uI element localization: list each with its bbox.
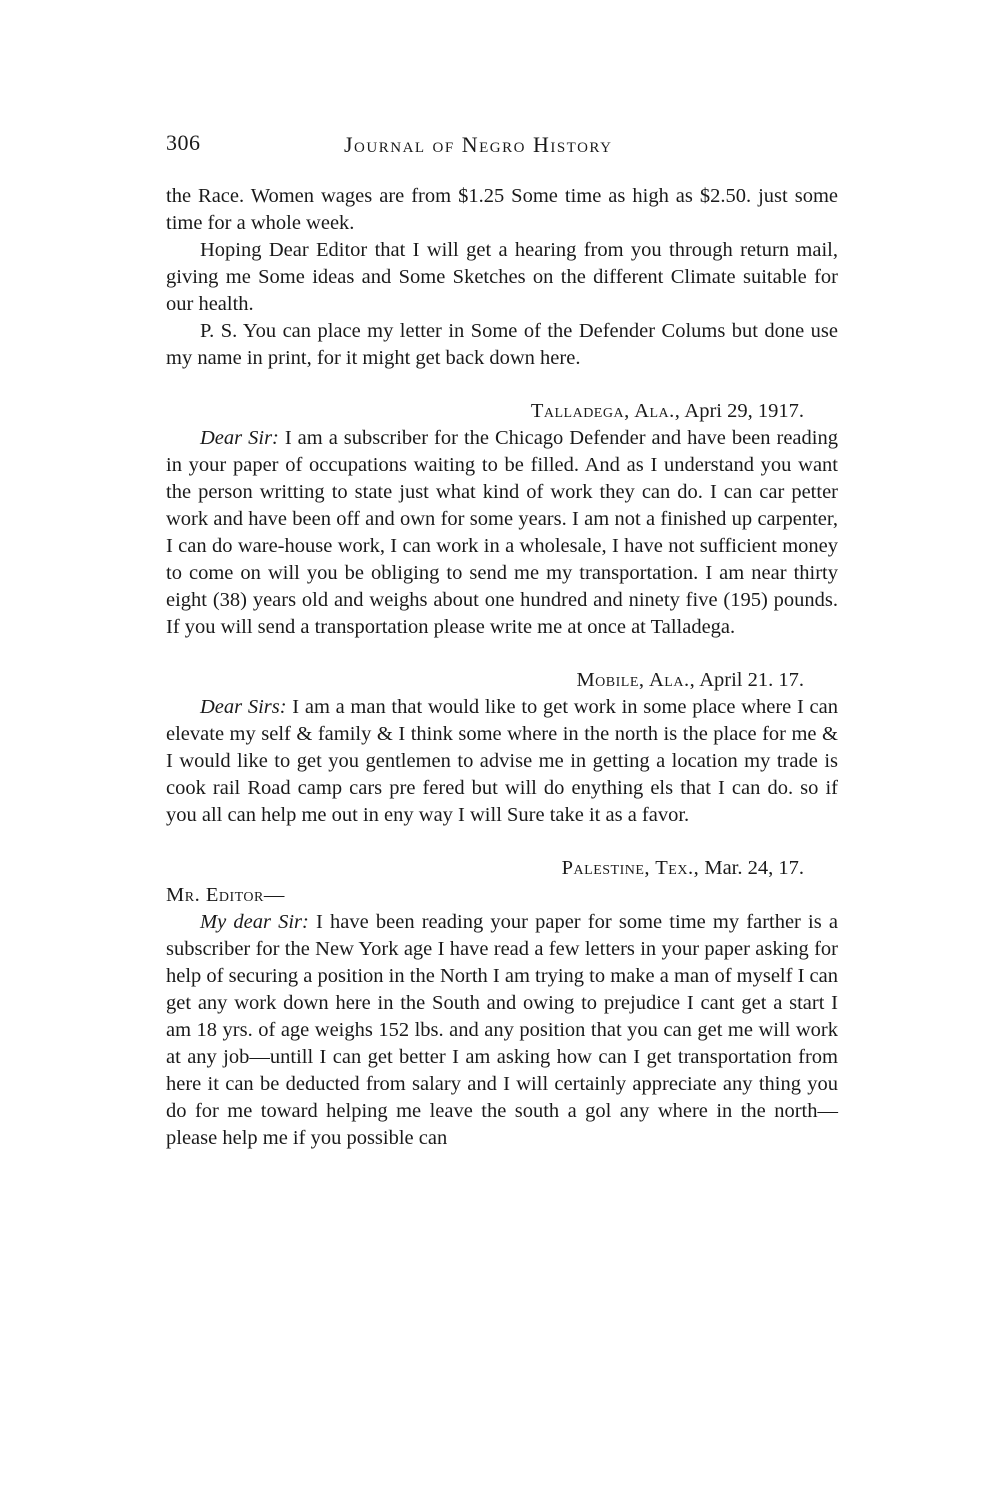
page-number: 306	[166, 130, 201, 155]
letter-text: I am a subscriber for the Chicago Defender and have been reading in your paper of occupations waiting to be filled. And as I understand you want the person writting to state just what kind of work they can do. I can car petter work and have been off and own for some years. I am not a finished up carpenter, I can do ware-house work, I can work in a wholesale, I have not sufficient money to come on will you be obliging to send me my transportation. I am near thirty eight (38) years old and weighs about one hundred and ninety five (195) pounds. If you will send a transportation please write me at once at Talladega.	[166, 427, 838, 638]
letter-dateline	[166, 398, 838, 425]
letter-body	[166, 909, 838, 1152]
page-body	[166, 183, 838, 1152]
letter-date: Apri 29, 1917.	[680, 400, 804, 422]
letter-place: Palestine, Tex.,	[561, 857, 700, 879]
running-head	[166, 130, 846, 162]
continuation-paragraph: the Race. Women wages are from $1.25 Some time as high as $2.50. just some time for a whole week.	[166, 185, 838, 234]
letter-body	[166, 694, 838, 829]
letter-date: Mar. 24, 17.	[699, 857, 804, 879]
letter-salutation: Mr. Editor—	[166, 884, 285, 906]
letter-date: April 21. 17.	[695, 669, 804, 691]
letter-greeting: Dear Sir:	[200, 427, 279, 449]
letter-dateline	[166, 855, 838, 882]
letter-greeting: Dear Sirs:	[200, 696, 287, 718]
letter-body	[166, 425, 838, 641]
letter-greeting: My dear Sir:	[200, 911, 309, 933]
letter-place: Talladega, Ala.,	[530, 400, 681, 422]
journal-title: Journal of Negro History	[344, 132, 613, 157]
continuation-paragraph: Hoping Dear Editor that I will get a hearing from you through return mail, giving me Some ideas and Some Sketches on the different Climate suitable for our health.	[166, 239, 838, 315]
letter-place: Mobile, Ala.,	[576, 669, 696, 691]
letter-text: I am a man that would like to get work in some place where I can elevate my self & family & I think some where in the north is the place for me & I would like to get you gentlemen to advise me in getting a location my trade is cook rail Road camp cars pre fered but will do enything els that I can do. so if you all can help me out in eny way I will Sure take it as a favor.	[166, 696, 838, 826]
postscript-paragraph: P. S. You can place my letter in Some of the Defender Colums but done use my name in print, for it might get back down here.	[166, 320, 838, 369]
letter-text: I have been reading your paper for some time my farther is a subscriber for the New York age I have read a few letters in your paper asking for help of securing a position in the North I am trying to make a man of myself I can get any work down here in the South and owing to prejudice I cant get a start I am 18 yrs. of age weighs 152 lbs. and any position that you can get me will work at any job—untill I can get better I am asking how can I get transportation from here it can be deducted from salary and I will certainly appreciate any thing you do for me toward helping me leave the south a gol any where in the north— please help me if you possible can	[166, 911, 838, 1149]
letter-dateline	[166, 667, 838, 694]
